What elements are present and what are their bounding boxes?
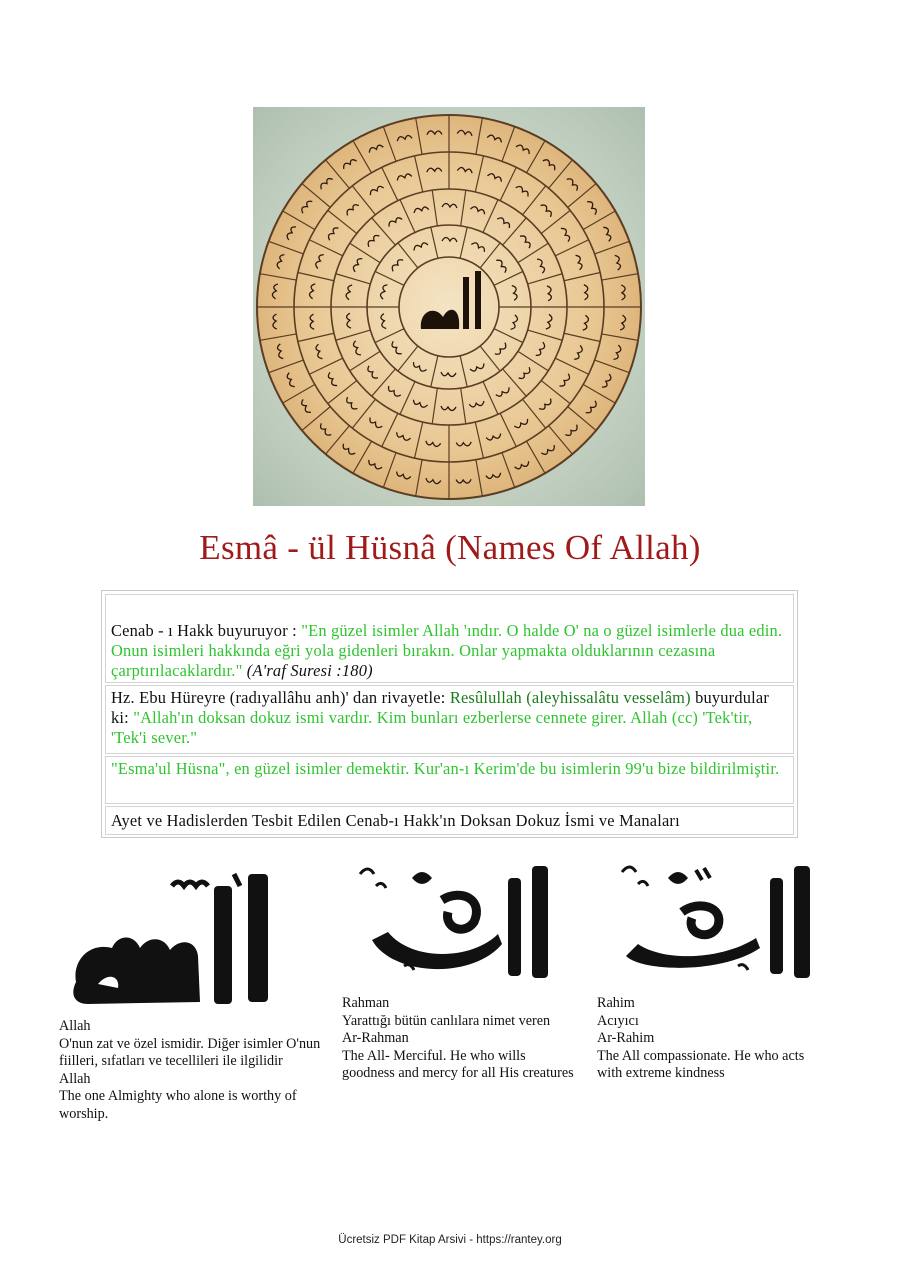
rahman-meaning-en-line1: The All- Merciful. He who wills <box>342 1047 526 1064</box>
rahman-name: Rahman <box>342 995 390 1011</box>
rahman-description <box>342 995 602 1083</box>
intro-table <box>101 590 798 838</box>
intro-row-verse <box>105 594 794 683</box>
rahim-name-en: Ar-Rahim <box>597 1030 655 1046</box>
rahim-meaning-tr: Acıyıcı <box>597 1012 639 1029</box>
ar-rahman-calligraphy-icon <box>352 848 557 988</box>
rahman-meaning-tr: Yarattığı bütün canlılara nimet veren <box>342 1012 551 1029</box>
rahim-description <box>597 995 837 1083</box>
intro-row-hadith <box>105 685 794 754</box>
verse-quote: "En güzel isimler Allah 'ındır. O halde O' na o güzel isimlerle dua edin. Onun isimleri hakkında eğri yola gidenleri bırakın. Onlar yapmakta olduklarının cezasına çarptırılacaklardır." <box>111 621 783 680</box>
rahim-meaning-en-line1: The All compassionate. He who acts <box>597 1047 805 1064</box>
rahim-name: Rahim <box>597 995 635 1011</box>
calligraphy-disc-icon <box>253 107 645 506</box>
rahim-meaning-en-line2: with extreme kindness <box>597 1065 725 1081</box>
hadith-source: Resûlullah (aleyhissalâtu vesselâm) <box>449 688 691 707</box>
esma-ul-husna-disc-image <box>253 107 645 506</box>
rahman-name-en: Ar-Rahman <box>342 1030 409 1046</box>
intro-row-definition: "Esma'ul Hüsna", en güzel isimler demektir. Kur'an-ı Kerim'de bu isimlerin 99'u bize bildirilmiştir. <box>105 756 794 804</box>
footer-link[interactable]: Ücretsiz PDF Kitap Arsivi - https://rantey.org <box>338 1234 562 1246</box>
hadith-prefix: Hz. Ebu Hüreyre (radıyallâhu anh)' dan rivayetle: <box>111 688 450 707</box>
allah-name: Allah <box>59 1018 91 1034</box>
hadith-quote: "Allah'ın doksan dokuz ismi vardır. Kim bunları ezberlerse cennete girer. Allah (cc) 'Tek'tir, 'Tek'i sever." <box>111 708 753 747</box>
allah-description <box>59 1018 344 1123</box>
allah-name-en: Allah <box>59 1070 91 1087</box>
intro-row-heading: Ayet ve Hadislerden Tesbit Edilen Cenab-ı Hakk'ın Doksan Dokuz İsmi ve Manaları <box>105 806 794 835</box>
allah-meaning-en: The one Almighty who alone is worthy of worship. <box>59 1088 297 1122</box>
allah-calligraphy-icon <box>68 864 278 1009</box>
allah-meaning-tr: O'nun zat ve özel ismidir. Diğer isimler O'nun fiilleri, sıfatları ve tecellileri ile ilgilidir <box>59 1035 321 1069</box>
rahman-meaning-en-line2: goodness and mercy for all His creatures <box>342 1065 574 1081</box>
verse-prefix: Cenab - ı Hakk buyuruyor : <box>111 621 302 640</box>
ar-rahim-calligraphy-icon <box>612 848 820 988</box>
page-title: Esmâ - ül Hüsnâ (Names Of Allah) <box>199 528 701 567</box>
hadith-middle: buyurdular ki: <box>111 688 769 727</box>
verse-reference: (A'raf Suresi :180) <box>242 661 373 680</box>
